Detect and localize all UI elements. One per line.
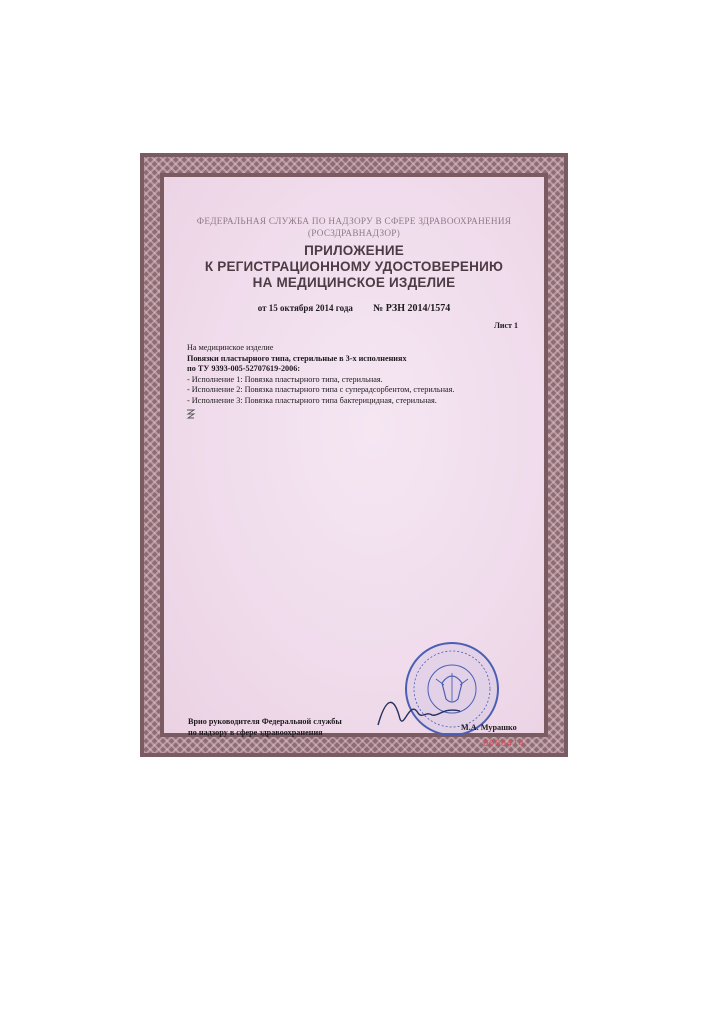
agency-header <box>164 215 544 239</box>
agency-abbreviation: (РОСЗДРАВНАДЗОР) <box>307 228 401 238</box>
issue-date: от 15 октября 2014 года <box>257 303 353 313</box>
title-line-2: К РЕГИСТРАЦИОННОМУ УДОСТОВЕРЕНИЮ <box>204 259 504 274</box>
registration-number: № РЗН 2014/1574 <box>373 303 451 314</box>
handwritten-mark <box>186 408 196 422</box>
intro-text: На медицинское изделие <box>187 343 274 352</box>
signatory-title-line-2: по надзору в сфере здравоохранения <box>188 728 323 737</box>
signer-name: М.А. Мурашко <box>461 723 517 732</box>
version-item: - Исполнение 1: Повязка пластырного типа, стерильная. <box>187 374 383 384</box>
title-line-1: ПРИЛОЖЕНИЕ <box>304 243 404 258</box>
agency-name: ФЕДЕРАЛЬНАЯ СЛУЖБА ПО НАДЗОРУ В СФЕРЕ ЗДРАВООХРАНЕНИЯ <box>196 216 512 226</box>
issue-dateline <box>164 303 544 314</box>
title-line-3: НА МЕДИЦИНСКОЕ ИЗДЕЛИЕ <box>252 275 456 290</box>
serial-number: 0008414 <box>483 739 525 749</box>
signatory-title-line-1: Врио руководителя Федеральной службы <box>188 717 342 726</box>
certificate-sheet <box>140 153 568 757</box>
document-body <box>187 343 547 406</box>
certificate-paper <box>164 177 544 749</box>
signatory-title <box>188 716 342 738</box>
version-item: - Исполнение 3: Повязка пластырного типа бактерицидная, стерильная. <box>187 395 437 405</box>
technical-spec: по ТУ 9393-005-52707619-2006: <box>187 364 301 373</box>
document-title <box>164 243 544 291</box>
product-name: Повязки пластырного типа, стерильные в 3-х исполнениях <box>187 353 407 363</box>
sheet-number: Лист 1 <box>493 321 518 330</box>
handwritten-signature <box>374 689 464 731</box>
version-item: - Исполнение 2: Повязка пластырного типа с суперадсорбентом, стерильная. <box>187 385 455 394</box>
